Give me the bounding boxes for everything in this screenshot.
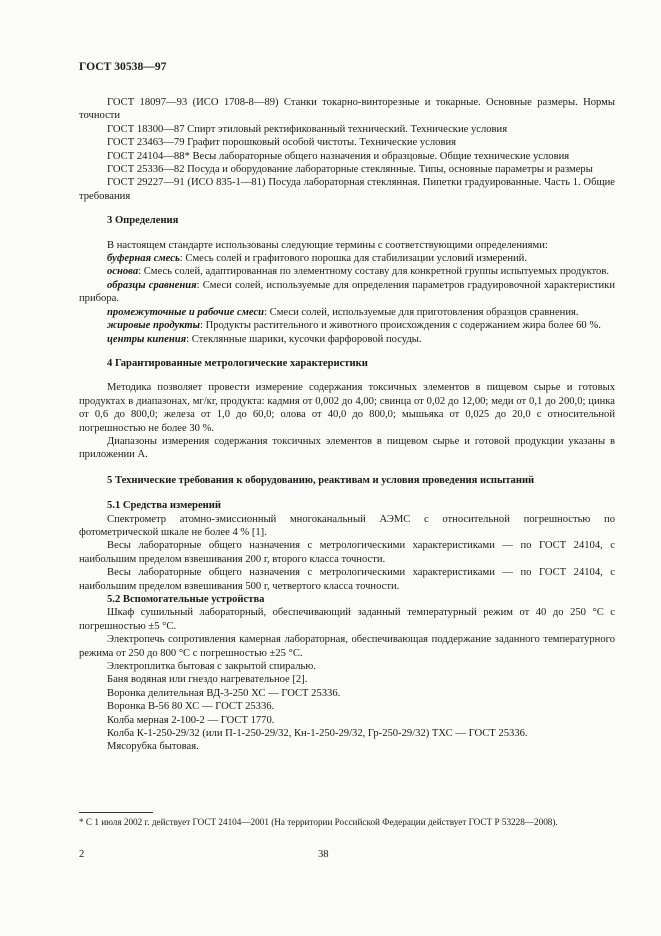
subsection-heading: 5.2 Вспомогательные устройства [107, 594, 265, 605]
term-definition: : Смеси солей, используемые для приготовления образцов сравнения. [264, 306, 579, 318]
definition-item [79, 319, 615, 332]
definition-item [79, 252, 615, 265]
section-heading: 3 Определения [107, 215, 179, 227]
term: промежуточные и рабочие смеси [107, 306, 265, 318]
page-number-left: 2 [79, 849, 85, 860]
definition-item [79, 333, 615, 346]
reference-item: ГОСТ 24104—88* Весы лабораторные общего назначения и образцовые. Общие технические условия [107, 150, 570, 162]
document-code: ГОСТ 30538—97 [79, 60, 167, 73]
term-definition: : Смесь солей, адаптированная по элементному составу для конкретной группы испытуемых продуктов. [138, 266, 609, 278]
list-item: Электроплитка бытовая с закрытой спиралью. [107, 661, 316, 673]
paragraph: Весы лабораторные общего назначения с метрологическими характеристиками — по ГОСТ 24104, с наибольшим пределом взвешивания 200 г, второго класса точности. [79, 540, 615, 565]
term: центры кипения [107, 333, 187, 345]
term: жировые продукты [107, 320, 200, 332]
paragraph: Спектрометр атомно-эмиссионный многоканальный АЭМС с относительной погрешностью по фотометрической шкале не более 4 % [1]. [79, 513, 615, 538]
term-definition: : Продукты растительного и животного происхождения с содержанием жира более 60 %. [200, 320, 601, 332]
term-definition: : Смеси солей, используемые для определения параметров градуировочной характеристики прибора. [79, 279, 615, 305]
section-heading: 5 Технические требования к оборудованию, реактивам и условия проведения испытаний [107, 474, 535, 486]
term: буферная смесь [107, 253, 180, 265]
list-item: Мясорубка бытовая. [107, 741, 199, 753]
section-heading: 4 Гарантированные метрологические характеристики [107, 357, 368, 369]
list-item: Колба К-1-250-29/32 (или П-1-250-29/32, Кн-1-250-29/32, Гр-250-29/32) ТХС — ГОСТ 25336. [107, 728, 528, 740]
term: образцы сравнения [107, 279, 197, 291]
list-item: Воронка В-56 80 ХС — ГОСТ 25336. [107, 701, 275, 713]
definition-item [79, 279, 615, 306]
page-content [79, 96, 615, 754]
definition-item [79, 265, 615, 278]
reference-item: ГОСТ 23463—79 Графит порошковый особой чистоты. Технические условия [107, 137, 456, 149]
footnote-divider [79, 812, 153, 813]
list-item: Воронка делительная ВД-3-250 ХС — ГОСТ 25336. [107, 687, 341, 699]
term: основа [107, 266, 139, 278]
list-item: Шкаф сушильный лабораторный, обеспечивающий заданный температурный режим от 40 до 250 °С с погрешностью ±5 °С. [79, 607, 615, 632]
reference-item: ГОСТ 18300—87 Спирт этиловый ректификованный технический. Технические условия [107, 123, 508, 135]
footnote: * С 1 июля 2002 г. действует ГОСТ 24104—2001 (На территории Российской Федерации действует ГОСТ Р 53228—2008). [79, 817, 558, 827]
subsection-heading: 5.1 Средства измерений [107, 500, 221, 512]
page-number-center: 38 [318, 849, 329, 860]
list-item: Электропечь сопротивления камерная лабораторная, обеспечивающая поддержание заданного температурного режима от 250 до 800 °С с погрешностью ±25 °С. [79, 634, 615, 659]
term-definition: : Смесь солей и графитового порошка для стабилизации условий измерений. [179, 253, 528, 265]
reference-item: ГОСТ 18097—93 (ИСО 1708-8—89) Станки токарно-винторезные и токарные. Основные размеры. Нормы точности [79, 97, 615, 122]
paragraph: Весы лабораторные общего назначения с метрологическими характеристиками — по ГОСТ 24104, с наибольшим пределом взвешивания 500 г, четвертого класса точности. [79, 567, 615, 592]
list-item: Баня водяная или гнездо нагревательное [2]. [107, 674, 308, 686]
paragraph: В настоящем стандарте использованы следующие термины с соответствующими определениями: [107, 239, 548, 251]
term-definition: : Стеклянные шарики, кусочки фарфоровой посуды. [186, 333, 422, 345]
paragraph: Диапазоны измерения содержания токсичных элементов в пищевом сырье и готовой продукции указаны в приложении А. [79, 435, 615, 461]
list-item: Колба мерная 2-100-2 — ГОСТ 1770. [107, 714, 275, 726]
reference-item: ГОСТ 29227—91 (ИСО 835-1—81) Посуда лабораторная стеклянная. Пипетки градуированные. Часть 1. Общие требования [79, 177, 615, 202]
paragraph: Методика позволяет провести измерение содержания токсичных элементов в пищевом сырье и готовых продуктах в диапазонах, мг/кг, продукта: кадмия от 0,002 до 4,00; свинца от 0,02 до 12,00; меди от 0,1 до 200,0; цинка от 0,6 до 800,0; железа от 1,0 до 60,0; олова от 40,0 до 800,0; мышьяка от 0,025 до 20,0 с относительной погрешностью не более 30 %. [79, 382, 615, 434]
definition-item [79, 306, 615, 319]
reference-item: ГОСТ 25336—82 Посуда и оборудование лабораторные стеклянные. Типы, основные параметры и размеры [107, 164, 593, 176]
